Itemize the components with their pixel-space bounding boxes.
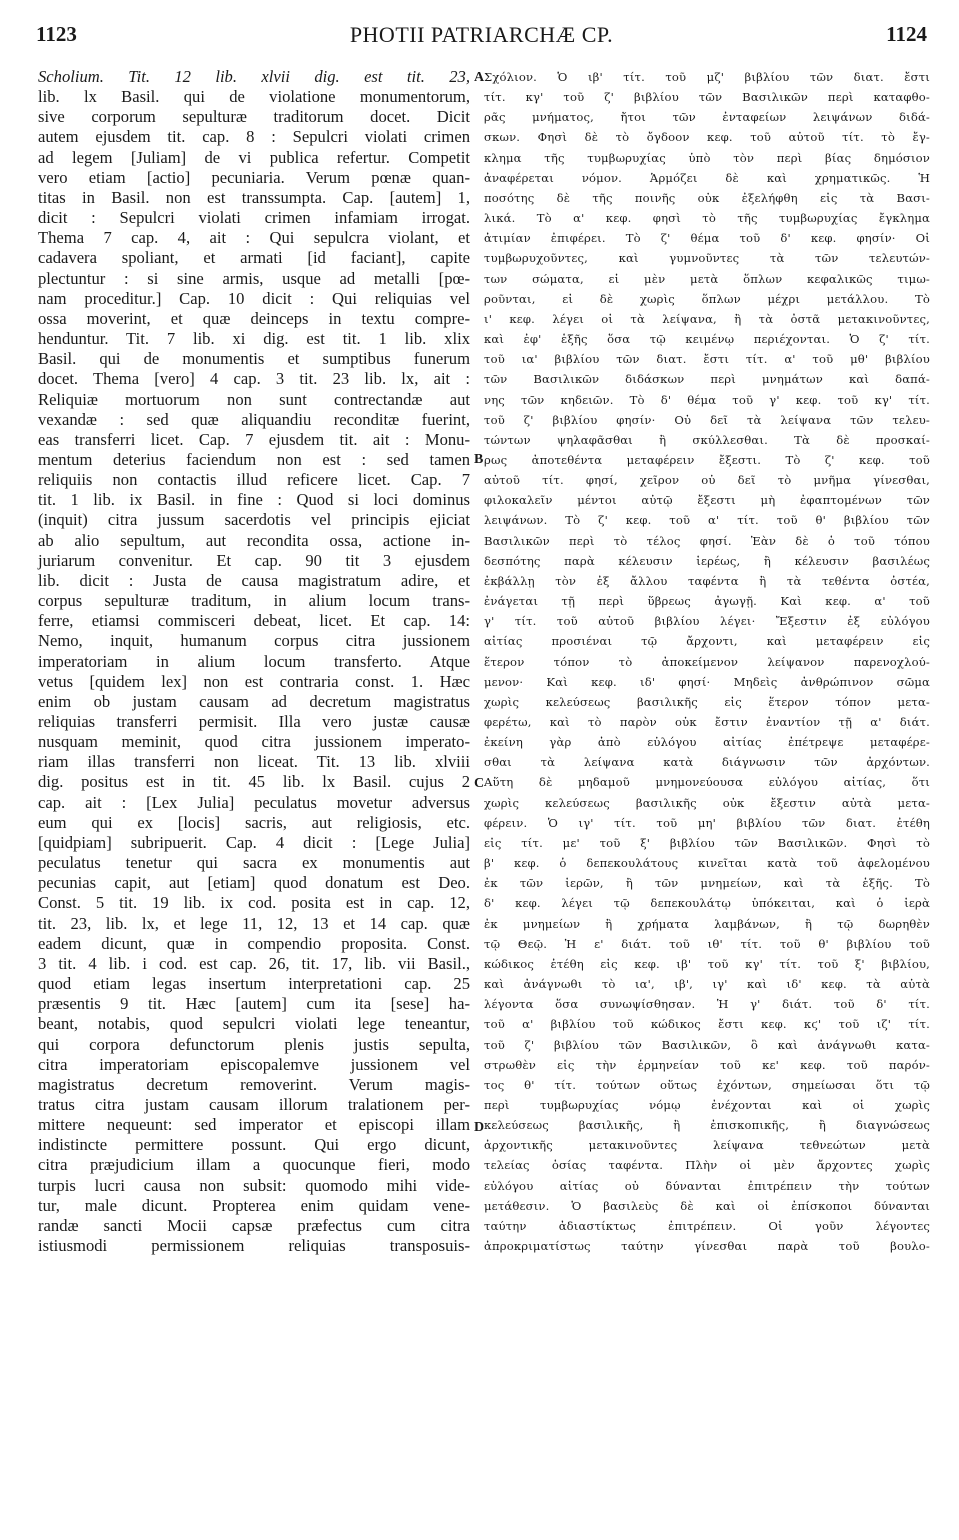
greek-text-line: ποσότης δὲ τῆς ποινῆς οὐκ ἐξελήφθη εἰς τὰ Βασι-	[484, 190, 930, 205]
latin-text-line: randæ sancti Mocii capsæ præfectus cum citra	[38, 1215, 470, 1235]
latin-text-line: riam illas transferri non liceat. Tit. 13 lib. xlviii	[38, 752, 470, 772]
latin-text-line: juriarum convenitur. Et cap. 90 tit 3 ejusdem	[38, 550, 470, 570]
greek-text-line: τώντων ψηλαφᾶσθαι ἢ σκύλλεσθαι. Τὰ δὲ προσκαί-	[484, 432, 930, 447]
greek-text-line: των σώματα, εἰ μὲν μετὰ ὅπλων κεφαλικῶς τιμω-	[484, 271, 930, 286]
latin-text-line: turpis lucri causa non subsit: quomodo mihi vide-	[38, 1175, 470, 1195]
greek-text-line: φερέτω, καὶ τὸ παρὸν οὐκ ἔστιν ἐναντίον τῇ α' διάτ.	[484, 715, 930, 729]
greek-text-line: λειψάνων. Τὸ ζ' κεφ. τοῦ α' τίτ. τοῦ θ' βιβλίου τῶν	[484, 513, 930, 528]
greek-text-line: Αὕτη δὲ μηδαμοῦ μνημονεύουσα εὐλόγου αἰτίας, ὅτι	[484, 775, 930, 790]
greek-text-line: ἐκβάλλῃ τὸν ἐξ ἄλλου ταφέντα ἢ τὰ τεθέντα ὀστέα,	[484, 573, 930, 588]
latin-text-line: tur, male dicunt. Propterea enim quidam vene-	[38, 1195, 470, 1215]
latin-text-line: Const. 5 tit. 19 lib. ix cod. posita est in cap. 12,	[38, 893, 470, 913]
greek-text-line: μενον· Καὶ κεφ. ιδ' φησί· Μηδεὶς ἀνθρώπινον σῶμα	[484, 674, 930, 689]
latin-text-line: plectuntur : si sine armis, usque ad metalli [pœ-	[38, 268, 470, 288]
latin-text-line: Thema 7 cap. 4, ait : Qui sepulcra violant, et	[38, 228, 470, 248]
greek-text-line: ἀρχοντικῆς μετακινοῦντες λείψανα τεθνεώτων μετὰ	[484, 1138, 930, 1153]
latin-text-line: reliquias transferri permisit. Illa vero justæ causæ	[38, 712, 470, 731]
latin-text-line: Nemo, inquit, humanum corpus citra jussionem	[38, 631, 470, 651]
greek-text-line: τίτ. κγ' τοῦ ζ' βιβλίου τῶν Βασιλικῶν περὶ καταφθο-	[484, 90, 930, 105]
greek-text-line: ἀπροκριματίστως ταύτην γίνεσθαι παρὰ τοῦ βουλο-	[484, 1239, 930, 1254]
greek-text-line: χωρὶς κελεύσεως βασιλικῆς οὐκ ἔξεστιν αὐτὰ μετα-	[484, 795, 930, 810]
latin-text-line: dicit : Sepulcri violati crimen infamiam irrogat.	[38, 208, 470, 228]
latin-text-line: vero etiam [actio] pecuniaria. Verum pœnæ quan-	[38, 167, 470, 187]
margin-marker-a: A	[474, 70, 485, 85]
greek-text-line: κώδικος ἐτέθη εἰς κεφ. ιβ' τοῦ κγ' τίτ. τοῦ ξ' βιβλίου,	[484, 956, 930, 971]
latin-text-line: ossa moverint, et quæ deinceps in textu compre-	[38, 308, 470, 328]
latin-text-line: Basil. qui de monumentis et sumptibus funerum	[38, 349, 470, 369]
greek-text-line: β' κεφ. ὁ δεπεκουλάτους κινεῖται κατὰ τοῦ ἀφελομένου	[484, 856, 930, 871]
greek-text-line: τῶν Βασιλικῶν διδάσκων περὶ μνημάτων καὶ δαπά-	[484, 372, 930, 387]
greek-text-line: γ' τίτ. τοῦ αὐτοῦ βιβλίου λέγει· Ἔξεστιν ἐξ εὐλόγου	[484, 614, 930, 629]
greek-text-line: ροῦνται, εἰ δὲ χωρὶς ὅπλων μέχρι μετάλλου. Τὸ	[484, 291, 930, 306]
latin-text-line: sive corporum sepulturæ traditorum docet. Dicit	[38, 107, 470, 127]
latin-text-line: docet. Thema [vero] 4 cap. 3 tit. 23 lib. lx, ait :	[38, 369, 470, 389]
latin-text-line: præsentis 9 tit. Hæc [autem] cum ita [sese] ha-	[38, 994, 470, 1014]
latin-text-line: autem ejusdem tit. cap. 8 : Sepulcri violati crimen	[38, 127, 470, 147]
greek-text-line: ταύτην ἀδιαστίκτως ἐπιτρέπειν. Οἱ γοῦν λέγοντες	[484, 1218, 930, 1233]
greek-text-line: χωρὶς κελεύσεως βασιλικῆς εἰς ἕτερον τόπον μετα-	[484, 694, 930, 709]
latin-text-line: [quidpiam] subripuerit. Cap. 4 dicit : [Lege Julia]	[38, 832, 470, 852]
greek-text-line: τοῦ ια' βιβλίου τῶν διατ. ἔστι τίτ. α' τοῦ μθ' βιβλίου	[484, 352, 930, 367]
latin-text-line: qui corpora defunctorum plenis justis sepulta,	[38, 1034, 470, 1054]
latin-text-line: enim ob justam causam ad decretum magistratus	[38, 691, 470, 711]
margin-marker-c: C	[474, 776, 485, 791]
greek-text-line: περὶ τυμβωρυχίας νόμῳ ἐνέχονται καὶ οἱ χωρὶς	[484, 1097, 930, 1112]
latin-text-line: peculatus tenetur qui sacra ex monumentis aut	[38, 853, 470, 873]
margin-marker-b: B	[474, 452, 484, 467]
latin-text-line: reliquiis non contactis illud reficere licet. Cap. 7	[38, 470, 470, 490]
greek-text-line: ι' κεφ. λέγει οἱ τὰ λείψανα, ἢ τὰ ὀστᾶ μετακινοῦντες,	[484, 311, 930, 326]
latin-text-line: quod etiam legas insertum interpretationi cap. 25	[38, 974, 470, 994]
margin-marker-d: D	[474, 1120, 485, 1135]
latin-text-line: henduntur. Tit. 7 lib. xi dig. est tit. 1 lib. xlix	[38, 329, 470, 349]
latin-text-line: pecunias capit, aut [etiam] quod donatum est Deo.	[38, 873, 470, 893]
latin-text-line: Reliquiæ mortuorum non sunt contrectandæ aut	[38, 389, 470, 409]
latin-text-line: magistratus decretum removerint. Verum magis-	[38, 1074, 470, 1094]
greek-text-line: τοῦ ζ' βιβλίου φησίν· Οὐ δεῖ τὰ λείψανα τῶν τελευ-	[484, 412, 930, 427]
latin-text-line: dig. positus est in tit. 45 lib. lx Basil. cujus 2	[38, 772, 470, 792]
greek-text-line: ἐνάγεται τῇ περὶ ὕβρεως ἀγωγῇ. Καὶ κεφ. α' τοῦ	[484, 594, 930, 609]
latin-text-line: mentum deterius faciendum non est : sed tamen	[38, 449, 470, 469]
latin-text-line: istiusmodi permissionem reliquias transposuis-	[38, 1236, 470, 1256]
greek-text-line: κλημα τῆς τυμβωρυχίας ὑπὸ τὸν περὶ βίας δημόσιον	[484, 150, 930, 165]
greek-text-line: κελεύσεως βασιλικῆς, ἢ ἐπισκοπικῆς, ἢ διαγνώσεως	[484, 1118, 930, 1133]
latin-text-line: Scholium. Tit. 12 lib. xlvii dig. est tit. 23,	[38, 67, 470, 86]
greek-text-line: ἕτερον τόπον τὸ ἀποκείμενον λείψανον παρενοχλού-	[484, 654, 930, 669]
greek-text-line: τελείας ὁσίας ταφέντα. Πλὴν οἱ μὲν ἄρχοντες χωρὶς	[484, 1158, 930, 1173]
latin-text-line: titas in Basil. non est transsumpta. Cap. [autem] 1,	[38, 187, 470, 207]
greek-text-line: ρᾶς μνήματος, ἤτοι τῶν ἐνταφείων λειψάνων διδά-	[484, 110, 930, 125]
greek-text-line: φέρειν. Ὁ ιγ' τίτ. τοῦ μη' βιβλίου τῶν διατ. ἐτέθη	[484, 815, 930, 830]
greek-column	[484, 67, 930, 1256]
greek-text-line: τοῦ ζ' βιβλίου τῶν Βασιλικῶν, ὃ καὶ ἀνάγνωθι κατα-	[484, 1037, 930, 1052]
greek-text-line: εὐλόγου αἰτίας οὐ δύνανται ἐπιτρέπειν τὴν τούτων	[484, 1178, 930, 1193]
greek-text-line: μετάθεσιν. Ὁ βασιλεὺς δὲ καὶ οἱ ἐπίσκοποι δύνανται	[484, 1198, 930, 1213]
greek-text-line: σθαι τὰ λείψανα κατὰ διάγνωσιν τῶν ἀρχόντων.	[484, 755, 930, 770]
latin-text-line: cap. ait : [Lex Julia] peculatus movetur adversus	[38, 792, 470, 812]
latin-text-line: citra præjudicium illam a quocunque fieri, modo	[38, 1155, 470, 1175]
greek-text-line: καὶ ἀνάγνωθι τὸ ια', ιβ', ιγ' καὶ ιδ' κεφ. τὰ αὐτὰ	[484, 977, 930, 992]
greek-text-line: τῷ Θεῷ. Ἡ ε' διάτ. τοῦ ιθ' τίτ. τοῦ θ' βιβλίου τοῦ	[484, 936, 930, 951]
greek-text-line: ἀτιμίαν ἐπιφέρει. Τὸ ζ' θέμα τοῦ δ' κεφ. φησίν· Οἱ	[484, 231, 930, 246]
greek-text-line: δεσπότης παρὰ κέλευσιν ἱερέως, ἢ κέλευσιν βασιλέως	[484, 553, 930, 568]
latin-text-line: eas transferri licet. Cap. 7 ejusdem tit. ait : Monu-	[38, 429, 470, 449]
greek-text-line: τος θ' τίτ. τούτων οὕτως ἐχόντων, σημείωσαι ὅτι τῷ	[484, 1077, 930, 1092]
latin-text-line: lib. dicit : Justa de causa magistratum adire, et	[38, 570, 470, 590]
greek-text-line: Σχόλιον. Ὁ ιβ' τίτ. τοῦ μζ' βιβλίου τῶν διατ. ἔστι	[484, 70, 930, 84]
latin-text-line: nam proceditur.] Cap. 10 dicit : Qui reliquias vel	[38, 288, 470, 308]
page-number-left: 1123	[36, 22, 77, 46]
greek-text-line: τυμβωρυχοῦντες, καὶ γυμνοῦντες τὰ τῶν τελευτών-	[484, 251, 930, 266]
greek-text-line: αὐτοῦ τίτ. φησί, χεῖρον οὐ δεῖ τὸ μνῆμα γίνεσθαι,	[484, 473, 930, 488]
greek-text-line: ἐκείνη γὰρ ἀπὸ εὐλόγου αἰτίας ἐπέτρεψε μεταφέρε-	[484, 735, 930, 750]
latin-text-line: (inquit) citra jussum sacerdotis vel principis ejiciat	[38, 510, 470, 530]
greek-text-line: στρωθὲν εἰς τὴν ἑρμηνείαν τοῦ κε' κεφ. τοῦ παρόν-	[484, 1057, 930, 1072]
latin-text-line: 3 tit. 4 lib. i cod. est cap. 26, tit. 17, lib. vii Basil.,	[38, 953, 470, 973]
greek-text-line: ἐκ μνημείων ἢ χρήματα λαμβάνων, ἢ τῷ δωρηθὲν	[484, 916, 930, 931]
latin-text-line: indistincte permittere possunt. Qui ergo dicunt,	[38, 1135, 470, 1155]
latin-text-line: ad legem [Juliam] de vi publica refertur. Competit	[38, 147, 470, 167]
greek-text-line: ἀναφέρεται νόμον. Ἁρμόζει δὲ καὶ χρηματικῶς. Ἡ	[484, 170, 930, 185]
latin-text-line: cadavera spoliant, et armati [id faciant], capite	[38, 248, 470, 268]
page-number-right: 1124	[886, 22, 927, 46]
latin-column	[38, 67, 470, 1256]
greek-text-line: δ' κεφ. λέγει τῷ δεπεκουλάτῳ ὑπόκειται, καὶ ὁ ἱερὰ	[484, 896, 930, 911]
latin-text-line: lib. lx Basil. qui de violatione monumentorum,	[38, 87, 470, 107]
greek-text-line: ἐκ τῶν ἱερῶν, ἢ τῶν μνημείων, καὶ τὰ ἑξῆς. Τὸ	[484, 876, 930, 891]
latin-text-line: mittere nequeunt: sed imperator et episcopi illam	[38, 1115, 470, 1135]
latin-text-line: ab alio sepultum, aut recondita ossa, actione in-	[38, 530, 470, 550]
greek-text-line: καὶ ἐφ' ἑξῆς ὅσα τῷ κειμένῳ περιέχονται. Ὁ ζ' τίτ.	[484, 332, 930, 347]
latin-text-line: eum qui ex [locis] sacris, aut religiosis, etc.	[38, 812, 470, 832]
greek-text-line: λικά. Τὸ α' κεφ. φησὶ τὸ τῆς τυμβωρυχίας ἔγκλημα	[484, 211, 930, 226]
greek-text-line: Βασιλικῶν περὶ τὸ τέλος φησί. Ἐὰν δὲ ὁ τοῦ τόπου	[484, 533, 930, 548]
latin-text-line: nusquam meminit, quod citra jussionem imperato-	[38, 732, 470, 752]
greek-text-line: νης τῶν κηδειῶν. Τὸ δ' θέμα τοῦ γ' κεφ. τοῦ κγ' τίτ.	[484, 392, 930, 407]
greek-text-line: ρως ἀποτεθέντα μεταφέρειν ἔξεστι. Τὸ ζ' κεφ. τοῦ	[484, 452, 930, 467]
greek-text-line: λέγοντα ὅσα συνωψίσθησαν. Ἡ γ' διάτ. τοῦ δ' τίτ.	[484, 997, 930, 1012]
latin-text-line: tit. 23, lib. lx, et lege 11, 12, 13 et 14 cap. quæ	[38, 913, 470, 933]
greek-text-line: τοῦ α' βιβλίου τοῦ κώδικος ἔστι κεφ. κϛ' τοῦ ιζ' τίτ.	[484, 1017, 930, 1032]
latin-text-line: tit. 1 lib. ix Basil. in fine : Quod si loci dominus	[38, 490, 470, 510]
latin-text-line: vetus [quidem lex] non est contraria const. 1. Hæc	[38, 671, 470, 691]
latin-text-line: corpus sepulturæ traditum, in alium locum trans-	[38, 591, 470, 611]
running-header	[36, 22, 927, 56]
latin-text-line: tratus citra justam causam illorum tralationem per-	[38, 1094, 470, 1114]
latin-text-line: eadem dicunt, quæ in compendio proposita. Const.	[38, 933, 470, 953]
latin-text-line: beant, notabis, quod sepulcri violati lege teneantur,	[38, 1014, 470, 1034]
greek-text-line: εἰς τίτ. με' τοῦ ξ' βιβλίου τῶν Βασιλικῶν. Φησὶ τὸ	[484, 835, 930, 850]
running-title: PHOTII PATRIARCHÆ CP.	[349, 22, 614, 47]
latin-text-line: vexandæ : sed quæ aliquandiu reconditæ fuerint,	[38, 409, 470, 429]
greek-text-line: αἰτίας προσιέναι τῷ ἄρχοντι, καὶ μεταφέρειν εἰς	[484, 634, 930, 649]
greek-text-line: σκων. Φησὶ δὲ τὸ ὄγδοον κεφ. τοῦ αὐτοῦ τίτ. τὸ ἔγ-	[484, 130, 930, 145]
latin-text-line: imperatoriam in alium locum transferto. Atque	[38, 651, 470, 671]
greek-text-line: φιλοκαλεῖν μέντοι αὐτῷ ἔξεστι μὴ ἐφαπτομένων τῶν	[484, 493, 930, 508]
latin-text-line: citra imperatoriam episcopalemve jussionem vel	[38, 1054, 470, 1074]
latin-text-line: ferre, etiamsi commisceri debeat, licet. Et cap. 14:	[38, 611, 470, 631]
